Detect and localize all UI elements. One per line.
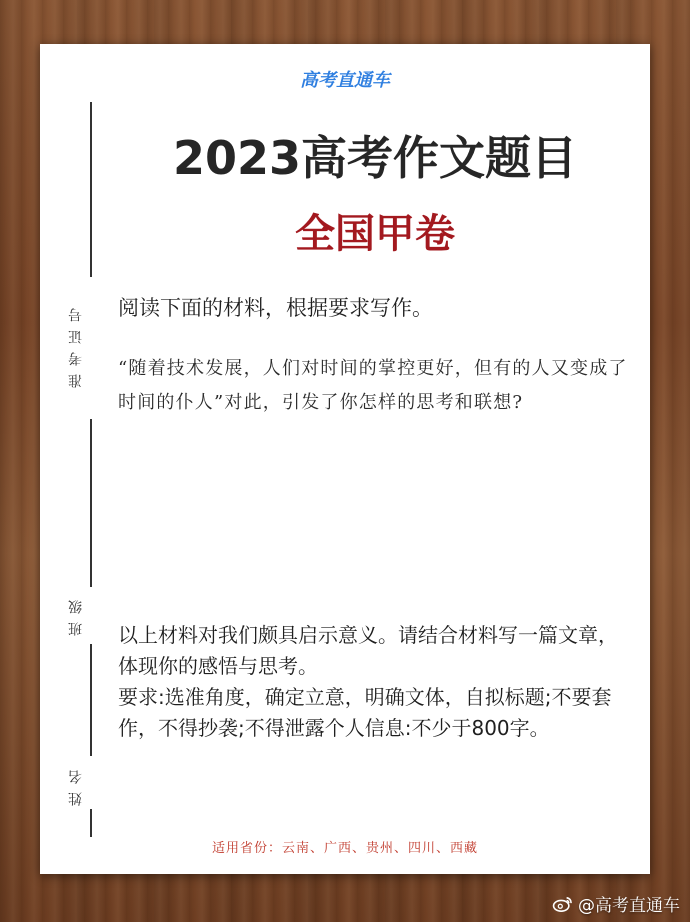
requirement-line-2: 要求:选准角度，确定立意，明确文体，自拟标题;不要套作，不得抄袭;不得泄露个人信息:不少于800字。: [118, 685, 612, 740]
exam-paper: [40, 44, 650, 874]
watermark: [552, 891, 680, 916]
requirements-block: [118, 620, 630, 744]
name-label: 姓名: [68, 762, 84, 806]
applicable-provinces: 适用省份：云南、广西、贵州、四川、西藏: [211, 841, 478, 856]
margin-line-top: [90, 102, 92, 277]
exam-number-label: 准考证号: [68, 300, 84, 388]
quote-text: “随着技术发展，人们对时间的掌控更好，但有的人又变成了时间的仆人”对此，引发了你怎样的思考和联想?: [118, 358, 628, 413]
page-title: 2023高考作文题目: [172, 131, 578, 185]
margin-line-lower: [90, 644, 92, 756]
brand-label: 高考直通车: [300, 70, 390, 91]
weibo-icon: [552, 895, 574, 913]
page-subtitle: 全国甲卷: [295, 211, 455, 257]
margin-line-middle: [90, 419, 92, 587]
margin-line-bottom: [90, 809, 92, 837]
requirement-line-1: 以上材料对我们颇具启示意义。请结合材料写一篇文章，体现你的感悟与思考。: [118, 623, 618, 678]
class-label: 班级: [68, 592, 84, 636]
watermark-text: @高考直通车: [578, 896, 680, 916]
intro-text: 阅读下面的材料，根据要求写作。: [118, 296, 433, 320]
